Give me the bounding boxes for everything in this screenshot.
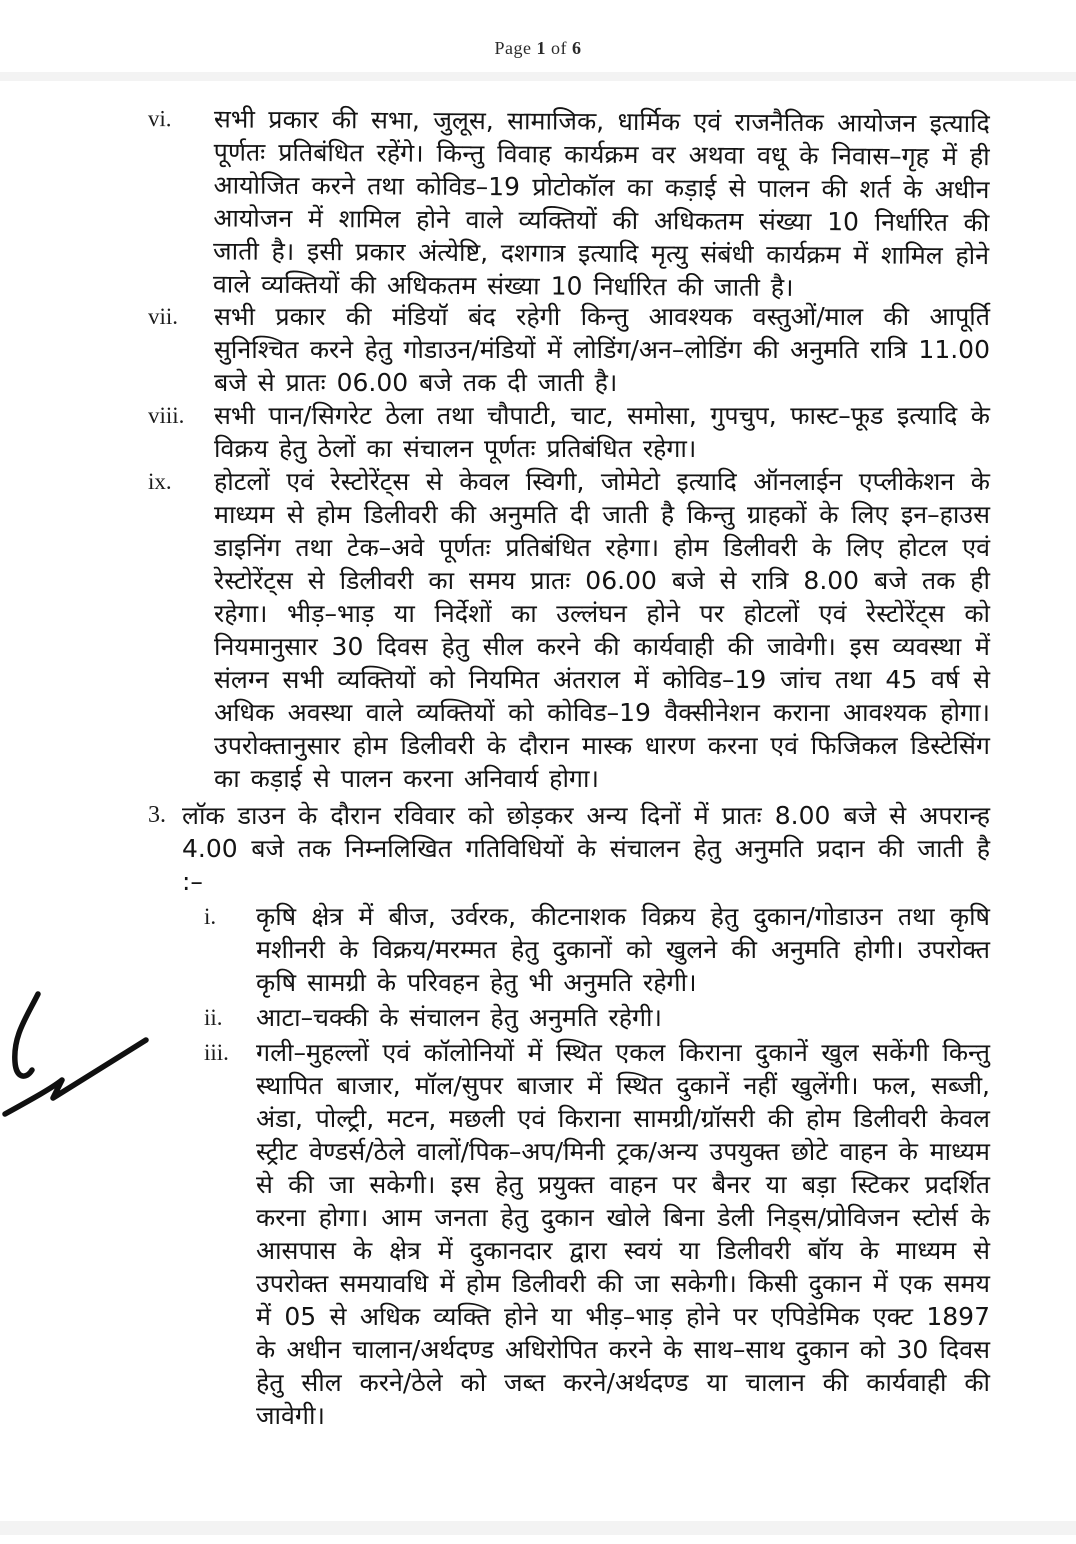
sub-item-ii [204,1001,990,1034]
scan-artifact-band-bottom [0,1521,1076,1535]
list-item-text: सभी पान/सिगरेट ठेला तथा चौपाटी, चाट, समोसा, गुपचुप, फास्ट–फूड इत्यादि के विक्रय हेतु ठेलों का संचालन पूर्णतः प्रतिबंधित रहेगा। [214,401,990,463]
sub-list [204,900,990,1432]
list-marker: vii. [148,304,179,329]
page-word: Page [494,38,532,58]
list-marker: viii. [148,403,185,428]
sub-item-iii [204,1036,990,1432]
section-marker: 3. [148,802,166,828]
of-word: of [551,38,567,58]
scan-artifact-band-top [0,72,1076,81]
sub-item-i [204,900,990,999]
list-item-ix [148,465,990,795]
sub-item-marker: iii. [204,1040,229,1065]
sub-item-text: आटा–चक्की के संचालन हेतु अनुमति रहेगी। [256,1003,663,1032]
section-text: लॉक डाउन के दौरान रविवार को छोड़कर अन्य दिनों में प्रातः 8.00 बजे से अपरान्ह 4.00 बजे तक निम्नलिखित गतिविधियों के संचालन हेतु अनुमति प्रदान की जाती है :– [182,801,990,896]
document-body [148,102,990,1432]
page-number: 1 [536,38,546,58]
section-3 [148,799,990,898]
list-item-vi [147,102,990,305]
list-marker: ix. [148,469,172,494]
sub-item-marker: ii. [204,1005,223,1030]
handwritten-pen-mark [0,988,160,1120]
sub-item-marker: i. [204,904,217,929]
list-item-text: सभी प्रकार की मंडियॉ बंद रहेगी किन्तु आवश्यक वस्तुओं/माल की आपूर्ति सुनिश्चित करने हेतु गोडाउन/मंडियों में लोडिंग/अन–लोडिंग की अनुमति रात्रि 11.00 बजे से प्रातः 06.00 बजे तक दी जाती है। [214,302,990,397]
list-item-vii [148,300,990,399]
total-pages: 6 [572,38,582,58]
list-marker: vi. [147,105,172,132]
list-item-text: सभी प्रकार की सभा, जुलूस, सामाजिक, धार्मिक एवं राजनैतिक आयोजन इत्यादि पूर्णतः प्रतिबंधित रहेंगे। किन्तु विवाह कार्यक्रम वर अथवा वधू के निवास–गृह में ही आयोजित करने तथा कोविड–19 प्रोटोकॉल का कड़ाई से पालन की शर्त के अधीन आयोजन में शामिल होने वाले व्यक्तियों की अधिकतम संख्या 10 निर्धारित की जाती है। इसी प्रकार अंत्येष्टि, दशगात्र इत्यादि मृत्यु संबंधी कार्यक्रम में शामिल होने वाले व्यक्तियों की अधिकतम संख्या 10 निर्धारित की जाती है। [212,104,990,302]
list-item-viii [148,399,990,465]
page-number-header [0,38,1076,59]
sub-item-text: गली–मुहल्लों एवं कॉलोनियों में स्थित एकल किराना दुकानें खुल सकेंगी किन्तु स्थापित बाजार, मॉल/सुपर बाजार में स्थित दुकानें नहीं खुलेंगी। फल, सब्जी, अंडा, पोल्ट्री, मटन, मछली एवं किराना सामग्री/ग्रॉसरी की होम डिलीवरी केवल स्ट्रीट वेण्डर्स/ठेले वालों/पिक–अप/मिनी ट्रक/अन्य उपयुक्त छोटे वाहन के माध्यम से की जा सकेगी। इस हेतु प्रयुक्त वाहन पर बैनर या बड़ा स्टिकर प्रदर्शित करना होगा। आम जनता हेतु दुकान खोले बिना डेली निड्स/प्रोविजन स्टोर्स के आसपास के क्षेत्र में दुकानदार द्वारा स्वयं या डिलीवरी बॉय के माध्यम से उपरोक्त समयावधि में होम डिलीवरी की जा सकेगी। किसी दुकान में एक समय में 05 से अधिक व्यक्ति होने या भीड़–भाड़ होने पर एपिडेमिक एक्ट 1897 के अधीन चालान/अर्थदण्ड अधिरोपित करने के साथ–साथ दुकान को 30 दिवस हेतु सील करने/ठेले को जब्त करने/अर्थदण्ड या चालान की कार्यवाही की जावेगी। [256,1038,990,1430]
sub-item-text: कृषि क्षेत्र में बीज, उर्वरक, कीटनाशक विक्रय हेतु दुकान/गोडाउन तथा कृषि मशीनरी के विक्रय/मरम्मत हेतु दुकानों को खुलने की अनुमति होगी। उपरोक्त कृषि सामग्री के परिवहन हेतु भी अनुमति रहेगी। [256,902,990,997]
list-item-text: होटलों एवं रेस्टोरेंट्स से केवल स्विगी, जोमेटो इत्यादि ऑनलाईन एप्लीकेशन के माध्यम से होम डिलीवरी की अनुमति दी जाती है किन्तु ग्राहकों के लिए इन–हाउस डाइनिंग तथा टेक–अवे पूर्णतः प्रतिबंधित रहेगा। होम डिलीवरी के लिए होटल एवं रेस्टोरेंट्स से डिलीवरी का समय प्रातः 06.00 बजे से रात्रि 8.00 बजे तक ही रहेगा। भीड़–भाड़ या निर्देशों का उल्लंघन होने पर होटलों एवं रेस्टोरेंट्स को नियमानुसार 30 दिवस हेतु सील करने की कार्यवाही की जावेगी। इस व्यवस्था में संलग्न सभी व्यक्तियों को नियमित अंतराल में कोविड–19 जांच तथा 45 वर्ष से अधिक अवस्था वाले व्यक्तियों को कोविड–19 वैक्सीनेशन कराना आवश्यक होगा। उपरोक्तानुसार होम डिलीवरी के दौरान मास्क धारण करना एवं फिजिकल डिस्टेसिंग का कड़ाई से पालन करना अनिवार्य होगा। [214,467,990,793]
